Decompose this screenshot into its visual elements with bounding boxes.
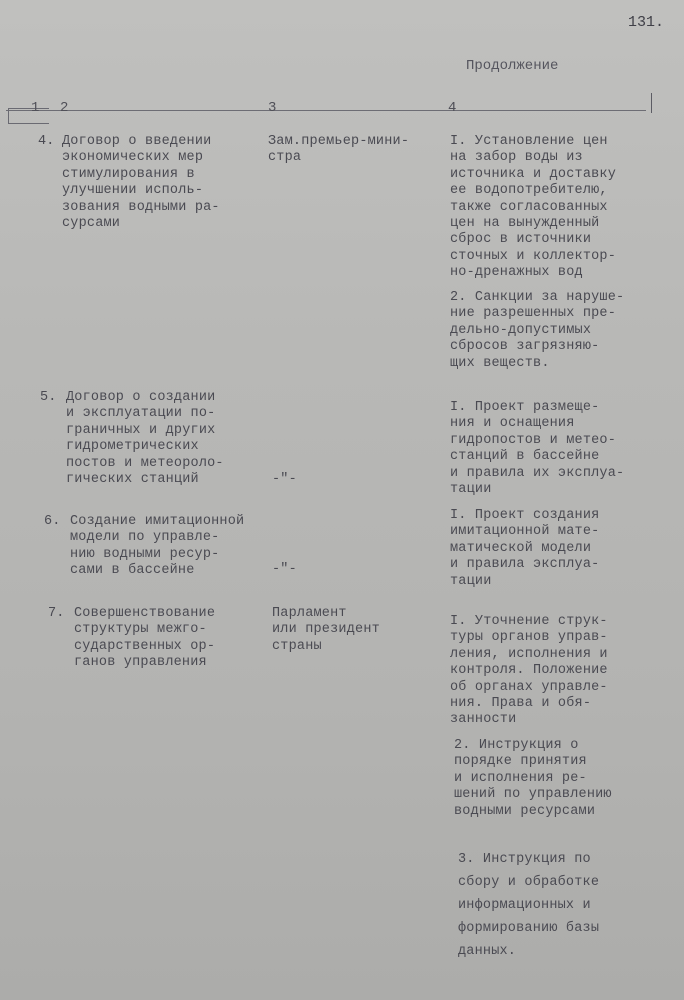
document-item: 2. Инструкция о порядке принятия и исполнения ре- шений по управлению водными ресурсами: [454, 738, 612, 819]
column-header-4: 4: [448, 100, 457, 116]
header-rule: [6, 110, 646, 111]
document-item: I. Уточнение струк- туры органов управ- ления, исполнения и контроля. Положение об органах управле- ния. Права и обя- занности: [450, 614, 608, 728]
document-item: I. Проект создания имитационной мате- матической модели и правила эксплуа- тации: [450, 508, 600, 589]
measure-text: Договор о создании и эксплуатации по- граничных и других гидрометрических постов и метеороло- гических станций: [66, 390, 224, 488]
continued-label: Продолжение: [466, 58, 559, 74]
header-right-mark: [651, 93, 652, 113]
row-number: 7.: [48, 606, 65, 621]
document-item: 3. Инструкция по сбору и обработке информационных и формированию базы данных.: [458, 852, 600, 959]
responsible-text: Зам.премьер-мини- стра: [268, 134, 410, 166]
document-item: I. Установление цен на забор воды из источника и доставку ее водопотребителю, также согласованных цен на вынужденный сброс в источники сточных и коллектор- но-дренажных вод: [450, 134, 617, 281]
row-number: 5.: [40, 390, 57, 405]
document-item: I. Проект размеще- ния и оснащения гидропостов и метео- станций в бассейне и правила их эксплуа- тации: [450, 400, 625, 498]
measure-text: Создание имитационной модели по управле- нию водными ресур- сами в бассейне: [70, 514, 245, 579]
document-item: 2. Санкции за наруше- ние разрешенных пре- дельно-допустимых сбросов загрязняю- щих веществ.: [450, 290, 625, 371]
column-header-2: 2: [60, 100, 69, 116]
responsible-text: Парламент или президент страны: [272, 606, 380, 654]
responsible-text: -"-: [272, 562, 297, 577]
page-number: 131.: [628, 14, 665, 31]
measure-text: Совершенствование структуры межго- сударственных ор- ганов управления: [74, 606, 216, 671]
measure-text: Договор о введении экономических мер стимулирования в улучшении исполь- зования водными ра- сурсами: [62, 134, 220, 232]
column-header-3: 3: [268, 100, 277, 116]
column-header-1: 1: [31, 100, 40, 116]
responsible-text: -"-: [272, 472, 297, 487]
row-number: 6.: [44, 514, 61, 529]
row-number: 4.: [38, 134, 55, 149]
